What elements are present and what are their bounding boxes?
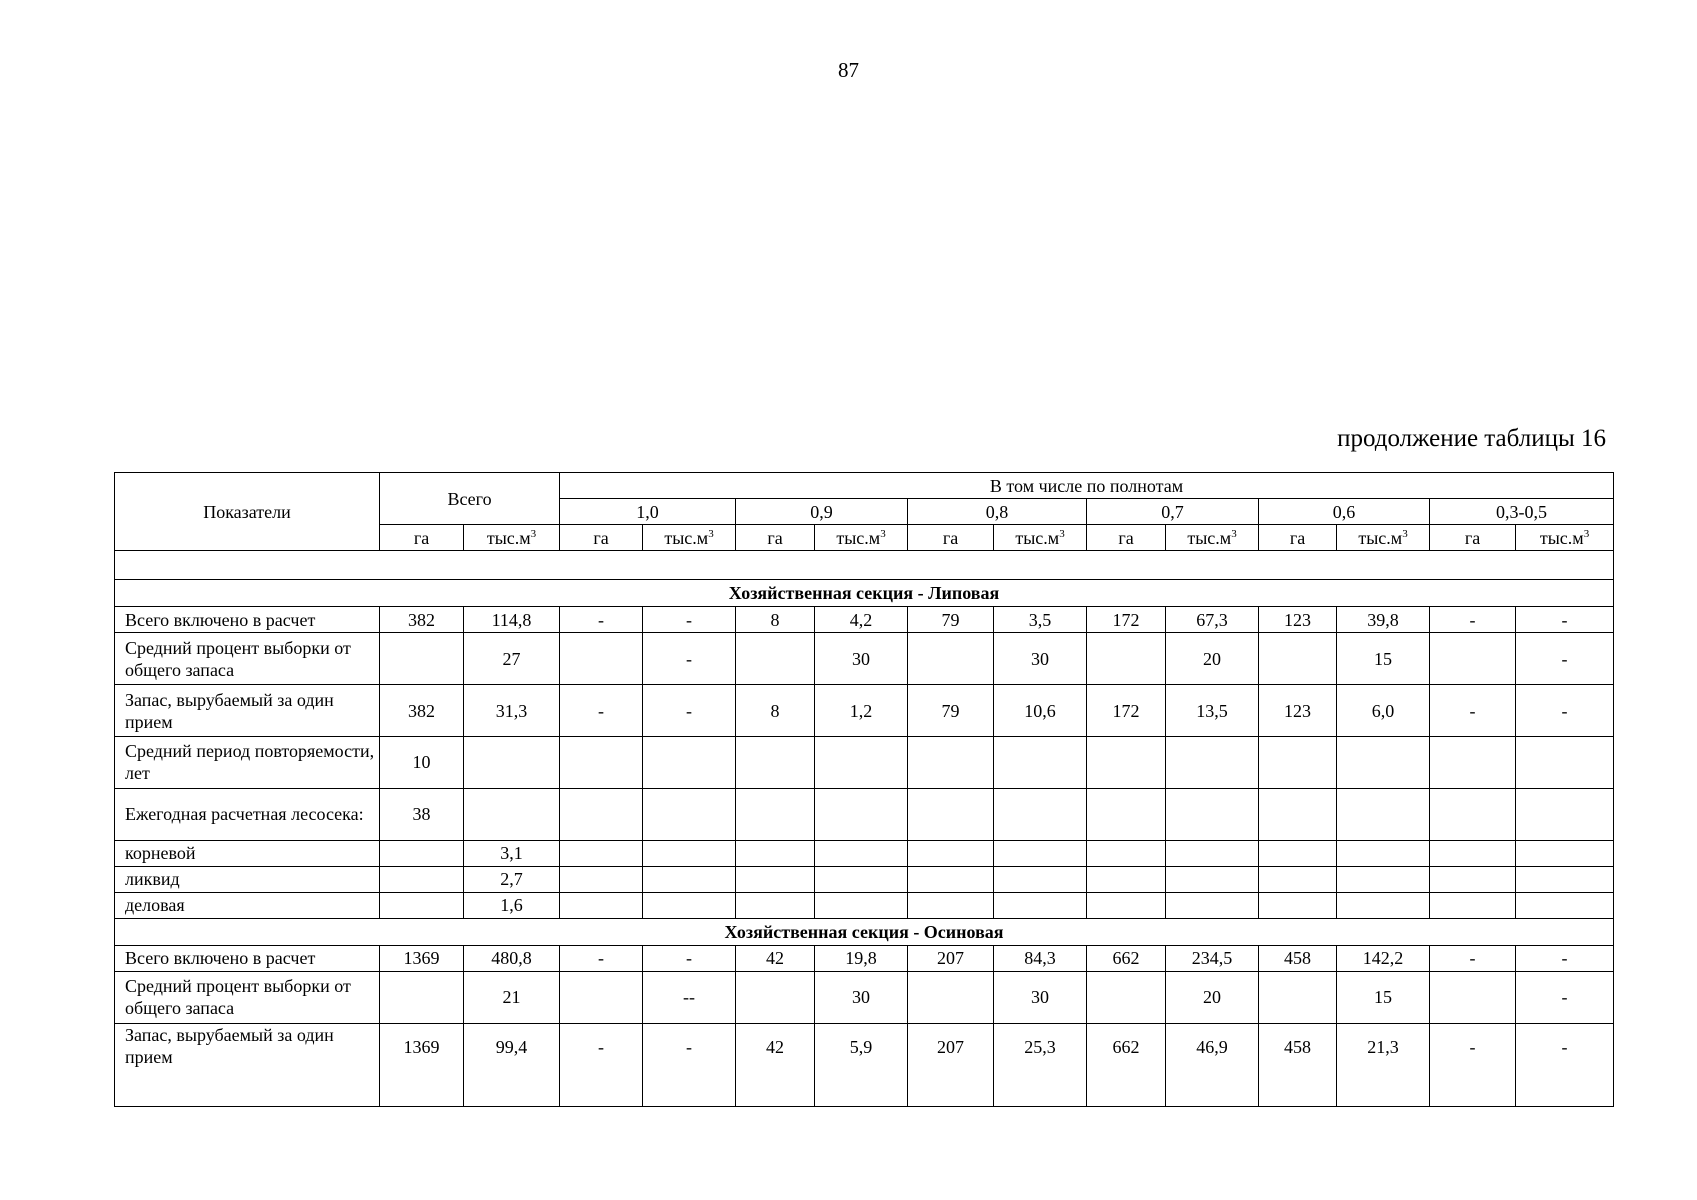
row-label: деловая — [115, 892, 380, 918]
header-by-density: В том числе по полнотам — [560, 473, 1614, 499]
table-cell — [908, 736, 994, 788]
table-cell — [560, 866, 643, 892]
table-cell: 1369 — [380, 1023, 464, 1106]
table-cell — [1516, 840, 1614, 866]
table-cell — [994, 840, 1087, 866]
table-cell: 30 — [994, 971, 1087, 1023]
header-density: 0,6 — [1259, 499, 1430, 525]
table-cell: 30 — [815, 633, 908, 685]
table-cell — [1259, 633, 1337, 685]
table-cell: 5,9 — [815, 1023, 908, 1106]
header-density: 1,0 — [560, 499, 736, 525]
table-cell: 123 — [1259, 607, 1337, 633]
table-cell: 382 — [380, 685, 464, 737]
table-row — [115, 892, 1614, 918]
table-cell — [1516, 736, 1614, 788]
table-cell: - — [560, 685, 643, 737]
table-cell — [736, 840, 815, 866]
table-cell: 114,8 — [464, 607, 560, 633]
table-cell — [1430, 892, 1516, 918]
table-caption: продолжение таблицы 16 — [1337, 425, 1606, 452]
table-cell: 27 — [464, 633, 560, 685]
table-cell — [1337, 866, 1430, 892]
header-unit-volume — [1337, 525, 1430, 551]
table-cell: 172 — [1087, 607, 1166, 633]
table-cell — [560, 788, 643, 840]
table-cell — [736, 866, 815, 892]
table-cell — [908, 840, 994, 866]
table-cell — [380, 971, 464, 1023]
table-cell — [1430, 840, 1516, 866]
table-cell: - — [643, 1023, 736, 1106]
header-unit-volume-sup: 3 — [530, 527, 537, 540]
table-cell — [643, 840, 736, 866]
table-cell — [1166, 892, 1259, 918]
table-cell: 1369 — [380, 945, 464, 971]
table-cell: 13,5 — [1166, 685, 1259, 737]
table-cell — [643, 892, 736, 918]
table-row — [115, 607, 1614, 633]
table-cell: - — [643, 945, 736, 971]
table-cell — [1166, 736, 1259, 788]
header-unit-volume — [1516, 525, 1614, 551]
header-unit-volume — [815, 525, 908, 551]
table-cell — [1087, 971, 1166, 1023]
table-cell — [1337, 788, 1430, 840]
table-cell — [1259, 736, 1337, 788]
table-cell: 662 — [1087, 1023, 1166, 1106]
row-label: Средний период повторяемости, лет — [115, 736, 380, 788]
table-cell: - — [560, 945, 643, 971]
table-cell — [1516, 892, 1614, 918]
header-unit-volume — [464, 525, 560, 551]
table-cell — [1430, 788, 1516, 840]
row-label: Средний процент выборки от общего запаса — [115, 971, 380, 1023]
table-cell — [908, 971, 994, 1023]
header-unit-volume-text: тыс.м — [664, 527, 709, 548]
table-cell: 79 — [908, 685, 994, 737]
table-row — [115, 736, 1614, 788]
row-label: Запас, вырубаемый за один прием — [115, 1023, 380, 1106]
table-row — [115, 1023, 1614, 1106]
header-unit-ha: га — [560, 525, 643, 551]
table-cell — [994, 866, 1087, 892]
table-cell: 207 — [908, 945, 994, 971]
table-cell: 207 — [908, 1023, 994, 1106]
table-cell — [1430, 633, 1516, 685]
table-cell: 382 — [380, 607, 464, 633]
header-unit-volume-sup: 3 — [1402, 527, 1408, 540]
header-unit-volume-text: тыс.м — [1015, 527, 1060, 548]
table-cell — [908, 788, 994, 840]
header-unit-volume-text: тыс.м — [1539, 527, 1584, 548]
table-cell — [1259, 892, 1337, 918]
table-cell — [1259, 971, 1337, 1023]
table-cell — [643, 866, 736, 892]
table-row — [115, 971, 1614, 1023]
table-cell — [736, 633, 815, 685]
row-label: Всего включено в расчет — [115, 945, 380, 971]
table-cell — [908, 633, 994, 685]
table-cell: - — [1516, 607, 1614, 633]
header-unit-volume-sup: 3 — [708, 527, 714, 540]
table-cell — [1430, 971, 1516, 1023]
table-cell: 8 — [736, 685, 815, 737]
table-cell — [560, 633, 643, 685]
table-cell: 20 — [1166, 633, 1259, 685]
table-cell — [1259, 866, 1337, 892]
table-cell: 10 — [380, 736, 464, 788]
table-cell: - — [1516, 1023, 1614, 1106]
page-number: 87 — [838, 58, 859, 82]
table-cell: 662 — [1087, 945, 1166, 971]
table-cell — [560, 892, 643, 918]
table-cell: - — [1516, 971, 1614, 1023]
header-indicators: Показатели — [115, 473, 380, 551]
row-label: Ежегодная расчетная лесосека: — [115, 788, 380, 840]
table-cell: 480,8 — [464, 945, 560, 971]
table-cell: - — [560, 1023, 643, 1106]
row-label: Всего включено в расчет — [115, 607, 380, 633]
header-unit-ha: га — [736, 525, 815, 551]
table-row — [115, 633, 1614, 685]
table-cell: 172 — [1087, 685, 1166, 737]
table-cell: - — [1430, 1023, 1516, 1106]
data-table — [114, 472, 1614, 1107]
table-cell — [815, 892, 908, 918]
table-cell — [1087, 866, 1166, 892]
header-unit-volume-text: тыс.м — [486, 527, 531, 548]
table-cell: 234,5 — [1166, 945, 1259, 971]
table-cell — [994, 788, 1087, 840]
table-cell: 30 — [994, 633, 1087, 685]
table-cell — [908, 892, 994, 918]
table-cell — [1259, 788, 1337, 840]
header-unit-ha: га — [1430, 525, 1516, 551]
table-cell: 99,4 — [464, 1023, 560, 1106]
header-unit-ha: га — [1087, 525, 1166, 551]
table-cell: 1,2 — [815, 685, 908, 737]
table-row — [115, 840, 1614, 866]
table-cell — [380, 866, 464, 892]
table-cell — [736, 892, 815, 918]
table-cell — [380, 892, 464, 918]
table-cell: 4,2 — [815, 607, 908, 633]
header-unit-volume — [643, 525, 736, 551]
table-cell — [736, 971, 815, 1023]
table-cell — [815, 840, 908, 866]
header-density: 0,9 — [736, 499, 908, 525]
table-cell — [815, 736, 908, 788]
table-cell — [815, 788, 908, 840]
table-cell: 30 — [815, 971, 908, 1023]
table-cell — [1516, 866, 1614, 892]
table-cell: 46,9 — [1166, 1023, 1259, 1106]
table-cell — [1337, 892, 1430, 918]
table-cell — [643, 736, 736, 788]
table-cell — [1259, 840, 1337, 866]
table-cell: - — [560, 607, 643, 633]
row-label: корневой — [115, 840, 380, 866]
table-cell — [1337, 736, 1430, 788]
table-cell: 3,1 — [464, 840, 560, 866]
table-cell: 15 — [1337, 971, 1430, 1023]
table-row — [115, 788, 1614, 840]
header-unit-volume-sup: 3 — [1059, 527, 1065, 540]
table-cell: - — [1430, 607, 1516, 633]
table-cell — [994, 892, 1087, 918]
spacer-row — [115, 551, 1614, 580]
table-cell: 42 — [736, 945, 815, 971]
header-unit-volume — [994, 525, 1087, 551]
table-cell — [1087, 840, 1166, 866]
row-label: ликвид — [115, 866, 380, 892]
table-cell: - — [643, 685, 736, 737]
table-cell: 21,3 — [1337, 1023, 1430, 1106]
table-cell — [464, 788, 560, 840]
table-cell: 25,3 — [994, 1023, 1087, 1106]
table-cell: 8 — [736, 607, 815, 633]
table-cell — [736, 788, 815, 840]
table-cell — [1166, 840, 1259, 866]
table-row — [115, 866, 1614, 892]
section-title: Хозяйственная секция - Липовая — [115, 580, 1614, 607]
table-cell: - — [1430, 945, 1516, 971]
table-cell: - — [643, 633, 736, 685]
table-cell — [815, 866, 908, 892]
header-unit-volume-text: тыс.м — [1358, 527, 1403, 548]
table-cell: 10,6 — [994, 685, 1087, 737]
table-cell — [1430, 736, 1516, 788]
table-cell: 79 — [908, 607, 994, 633]
table-cell: 458 — [1259, 945, 1337, 971]
table-cell — [1087, 736, 1166, 788]
table-cell — [643, 788, 736, 840]
table-cell — [908, 866, 994, 892]
table-cell — [380, 633, 464, 685]
table-cell: 1,6 — [464, 892, 560, 918]
table-cell: - — [643, 607, 736, 633]
table-cell — [1166, 866, 1259, 892]
table-cell: 123 — [1259, 685, 1337, 737]
table-cell: 39,8 — [1337, 607, 1430, 633]
table-cell: 20 — [1166, 971, 1259, 1023]
table-cell: 42 — [736, 1023, 815, 1106]
table-cell: 67,3 — [1166, 607, 1259, 633]
table-row — [115, 685, 1614, 737]
table-cell — [380, 840, 464, 866]
header-density: 0,8 — [908, 499, 1087, 525]
table-cell: - — [1516, 633, 1614, 685]
header-total: Всего — [380, 473, 560, 525]
table-cell: 38 — [380, 788, 464, 840]
table-cell — [1087, 633, 1166, 685]
header-unit-ha: га — [380, 525, 464, 551]
header-unit-ha: га — [908, 525, 994, 551]
table-cell: 15 — [1337, 633, 1430, 685]
table-cell: 19,8 — [815, 945, 908, 971]
header-unit-volume-sup: 3 — [1583, 527, 1590, 540]
table-cell: 3,5 — [994, 607, 1087, 633]
table-cell — [464, 736, 560, 788]
table-cell: 142,2 — [1337, 945, 1430, 971]
table-row — [115, 945, 1614, 971]
header-unit-volume-sup: 3 — [880, 527, 886, 540]
table-cell — [1166, 788, 1259, 840]
table-cell — [1516, 788, 1614, 840]
table-cell: 21 — [464, 971, 560, 1023]
table-cell — [1087, 788, 1166, 840]
table-cell: 84,3 — [994, 945, 1087, 971]
header-density: 0,3-0,5 — [1430, 499, 1614, 525]
table-cell — [560, 736, 643, 788]
table-cell: 31,3 — [464, 685, 560, 737]
header-unit-volume-sup: 3 — [1231, 527, 1237, 540]
table-cell — [1087, 892, 1166, 918]
table-cell — [560, 840, 643, 866]
table-cell: - — [1516, 945, 1614, 971]
table-cell: -- — [643, 971, 736, 1023]
table-cell — [1430, 866, 1516, 892]
header-unit-ha: га — [1259, 525, 1337, 551]
table-cell: - — [1430, 685, 1516, 737]
table-cell — [994, 736, 1087, 788]
section-title: Хозяйственная секция - Осиновая — [115, 918, 1614, 945]
header-unit-volume-text: тыс.м — [836, 527, 881, 548]
table-cell — [560, 971, 643, 1023]
table-cell — [736, 736, 815, 788]
row-label: Запас, вырубаемый за один прием — [115, 685, 380, 737]
row-label: Средний процент выборки от общего запаса — [115, 633, 380, 685]
table-cell: 458 — [1259, 1023, 1337, 1106]
header-unit-volume — [1166, 525, 1259, 551]
table-cell: 2,7 — [464, 866, 560, 892]
table-cell — [1337, 840, 1430, 866]
header-density: 0,7 — [1087, 499, 1259, 525]
header-unit-volume-text: тыс.м — [1187, 527, 1232, 548]
table-cell: 6,0 — [1337, 685, 1430, 737]
table-cell: - — [1516, 685, 1614, 737]
